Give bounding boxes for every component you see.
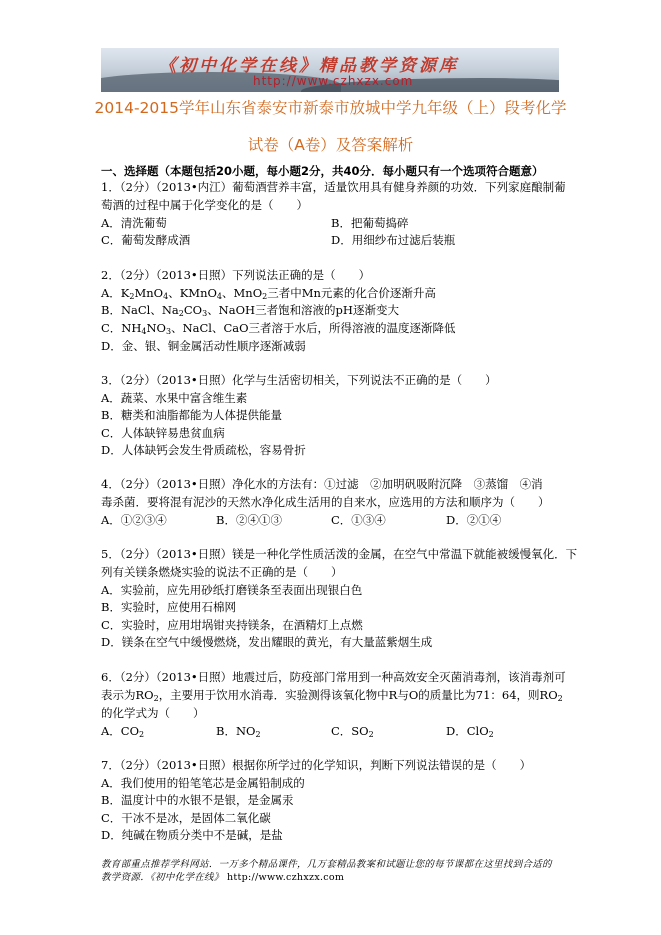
q5-option-d: D．镁条在空气中缓慢燃烧，发出耀眼的黄光，有大量蓝紫烟生成 [101,635,433,649]
q6-stem-line-1: 6．（2分）（2013•日照）地震过后，防疫部门常用到一种高效安全灭菌消毒剂，该消毒剂可 [101,670,566,684]
q5-option-a: A．实验前，应先用砂纸打磨镁条至表面出现银白色 [101,583,363,597]
banner-title: 《初中化学在线》精品教学资源库 [159,56,459,76]
q7-stem: 7．（2分）（2013•日照）根据你所学过的化学知识，判断下列说法错误的是（ ） [101,758,532,772]
q1-option-b: B．把葡萄捣碎 [331,216,409,230]
q6-stem-line-2: 表示为$RO_2$，主要用于饮用水消毒．实验测得该氧化物中R与O的质量比为71：64，则$RO_2$ [101,688,563,703]
section-heading: 一、选择题（本题包括20小题，每小题2分，共40分．每小题只有一个选项符合题意） [101,164,544,178]
q4-option-a: A．①②③④ [101,513,167,527]
q1-option-a: A．清洗葡萄 [101,216,167,230]
banner-image [101,48,559,92]
q4-stem-line-1: 4．（2分）（2013•日照）净化水的方法有：①过滤 ②加明矾吸附沉降 ③蒸馏 ④消 [101,477,543,491]
q6-option-c: C．$SO_2$ [331,724,374,739]
q1-stem-line-2: 萄酒的过程中属于化学变化的是（ ） [101,198,308,212]
q7-option-c: C．干冰不是冰，是固体二氧化碳 [101,811,271,825]
q6-stem-line-3: 的化学式为（ ） [101,706,205,720]
q7-option-b: B．温度计中的水银不是银，是金属汞 [101,793,294,807]
document-title-line-2: 试卷（A卷）及答案解析 [247,136,414,154]
q3-option-a: A．蔬菜、水果中富含维生素 [101,391,248,405]
q5-option-b: B．实验时，应使用石棉网 [101,600,236,614]
q6-option-d: D．ClO$_2$ [446,724,494,739]
q4-stem-line-2: 毒杀菌．要将混有泥沙的天然水净化成生活用的自来水，应选用的方法和顺序为（ ） [101,495,550,509]
q2-option-c: C．$NH_4NO_3$、NaCl、CaO三者溶于水后，所得溶液的温度逐渐降低 [101,321,456,336]
q3-option-b: B．糖类和油脂都能为人体提供能量 [101,408,282,422]
q4-option-d: D．②①④ [446,513,502,527]
q7-option-d: D．纯碱在物质分类中不是碱，是盐 [101,828,283,842]
footer-url[interactable]: http://www.czhxzx.com [226,872,345,883]
q6-option-a: A．$CO_2$ [101,724,145,739]
q5-option-c: C．实验时，应用坩埚钳夹持镁条，在酒精灯上点燃 [101,618,363,632]
q1-stem-line-1: 1．（2分）（2013•内江）葡萄酒营养丰富，适量饮用具有健身养颜的功效．下列家庭酿制葡 [101,180,566,194]
q2-option-d: D．金、银、铜金属活动性顺序逐渐减弱 [101,339,306,353]
page-footer [101,858,571,884]
q7-option-a: A．我们使用的铅笔笔芯是金属铅制成的 [101,776,305,790]
q2-option-b: B．NaCl、$Na_2CO_3$、NaOH三者饱和溶液的pH逐渐变大 [101,303,399,318]
q3-option-c: C．人体缺锌易患贫血病 [101,426,225,440]
q4-option-c: C．①③④ [331,513,386,527]
banner-url: http://www.czhxzx.com [253,74,414,88]
q3-stem: 3．（2分）（2013•日照）化学与生活密切相关，下列说法不正确的是（ ） [101,373,497,387]
q5-stem-line-1: 5．（2分）（2013•日照）镁是一种化学性质活泼的金属，在空气中常温下就能被缓慢氧化．下 [101,547,578,561]
q3-option-d: D．人体缺钙会发生骨质疏松，容易骨折 [101,443,306,457]
q2-stem: 2．（2分）（2013•日照）下列说法正确的是（ ） [101,268,371,282]
q1-option-c: C．葡萄发酵成酒 [101,233,191,247]
footer-line-1: 教育部重点推荐学科网站．一万多个精品课件，几万套精品教案和试题让您的每节课都在这里找到合适的 [101,859,552,870]
q4-option-b: B．②④①③ [216,513,282,527]
q2-option-a: A．$K_2MnO_4$、KMnO$_4$、MnO$_2$三者中Mn元素的化合价逐渐升高 [101,286,436,301]
q5-stem-line-2: 列有关镁条燃烧实验的说法不正确的是（ ） [101,565,343,579]
document-title-line-1: 2014-2015学年山东省泰安市新泰市放城中学九年级（上）段考化学 [94,99,567,117]
footer-line-2: 教学资源．《初中化学在线》 http://www.czhxzx.com [101,872,345,883]
q1-option-d: D．用细纱布过滤后装瓶 [331,233,456,247]
q6-option-b: B．$NO_2$ [216,724,261,739]
